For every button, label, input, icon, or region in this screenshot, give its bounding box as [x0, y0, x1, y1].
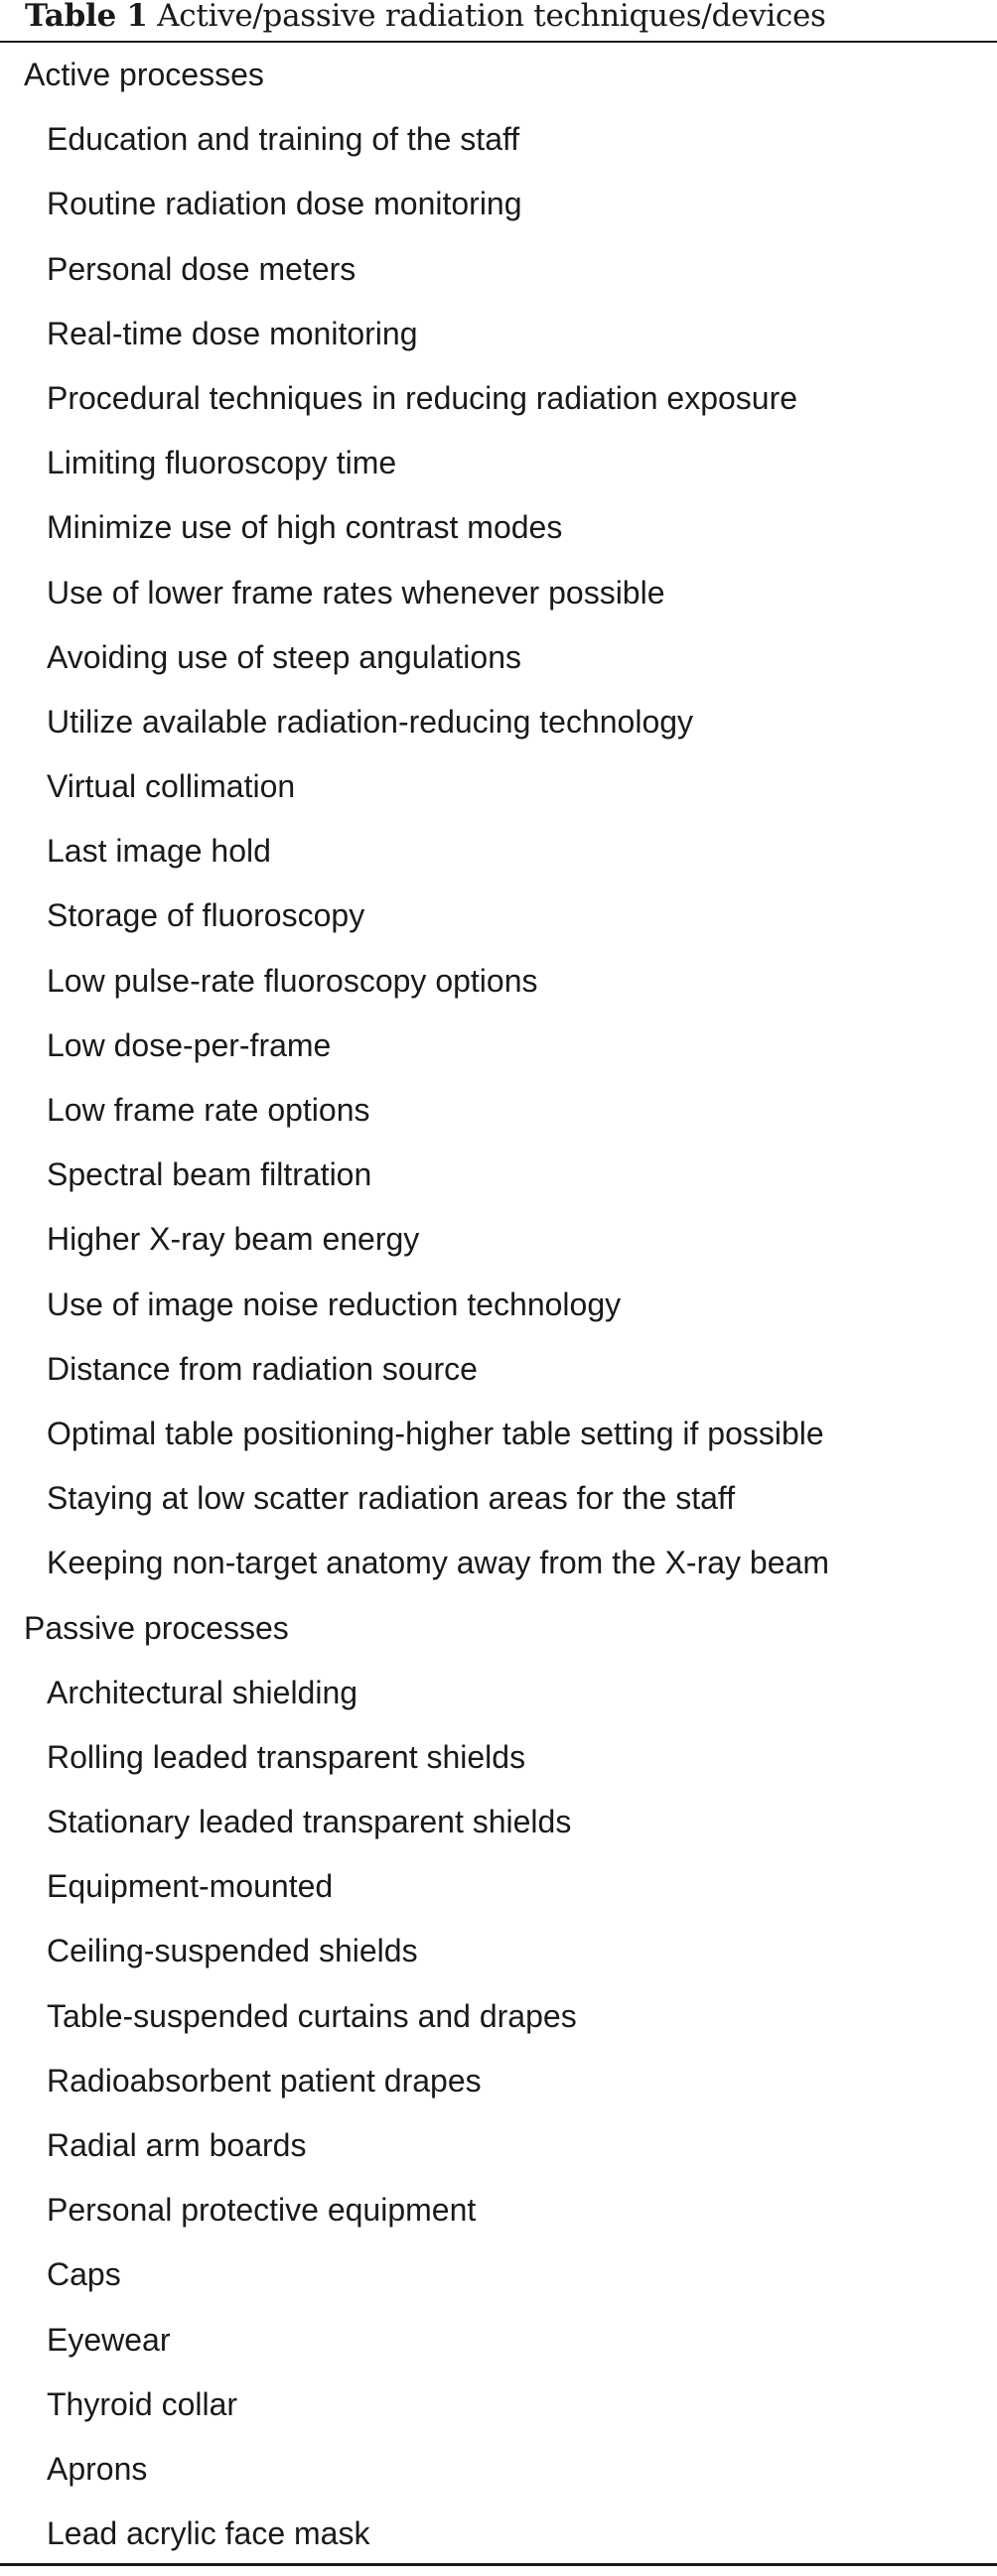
table-row: Radial arm boards: [47, 2127, 307, 2163]
table-row: Storage of fluoroscopy: [47, 897, 365, 934]
section-heading: Active processes: [24, 57, 264, 92]
table-label: Table 1: [25, 0, 148, 34]
table-row: Higher X-ray beam energy: [47, 1221, 420, 1258]
table-row: Stationary leaded transparent shields: [47, 1804, 572, 1840]
table-row: Aprons: [47, 2450, 148, 2487]
table-row: Procedural techniques in reducing radiation exposure: [47, 379, 798, 416]
table-title: Active/passive radiation techniques/devices: [157, 0, 826, 34]
table-row: Spectral beam filtration: [47, 1156, 372, 1193]
table-row: Virtual collimation: [47, 768, 296, 805]
table-row: Table-suspended curtains and drapes: [47, 1997, 577, 2034]
table-row: Low frame rate options: [47, 1092, 370, 1128]
table-row: Education and training of the staff: [47, 121, 520, 158]
table-row: Architectural shielding: [47, 1674, 358, 1710]
table-row: Avoiding use of steep angulations: [47, 638, 521, 675]
table-row: Eyewear: [47, 2321, 171, 2358]
table-row: Personal dose meters: [47, 250, 356, 287]
table-row: Rolling leaded transparent shields: [47, 1738, 526, 1775]
table-row: Use of image noise reduction technology: [47, 1286, 622, 1322]
table-row: Minimize use of high contrast modes: [47, 509, 563, 546]
table-row: Ceiling-suspended shields: [47, 1933, 418, 1969]
bottom-rule: [0, 2563, 997, 2566]
table-body: [0, 43, 997, 2576]
table-row: Real-time dose monitoring: [47, 315, 418, 351]
table-row: Utilize available radiation-reducing technology: [47, 703, 694, 740]
table-row: Use of lower frame rates whenever possible: [47, 574, 665, 610]
section-heading: Passive processes: [24, 1609, 289, 1646]
table-row: Lead acrylic face mask: [47, 2515, 370, 2552]
table-row: Staying at low scatter radiation areas for the staff: [47, 1480, 736, 1517]
table-row: Caps: [47, 2256, 121, 2293]
table-row: Thyroid collar: [47, 2385, 238, 2422]
table-row: Limiting fluoroscopy time: [47, 445, 397, 481]
table-row: Low dose-per-frame: [47, 1026, 332, 1063]
table-row: Routine radiation dose monitoring: [47, 186, 522, 222]
table-row: Last image hold: [47, 833, 271, 870]
table-row: Equipment-mounted: [47, 1868, 334, 1905]
table-row: Personal protective equipment: [47, 2192, 477, 2229]
table-row: Optimal table positioning-higher table setting if possible: [47, 1415, 824, 1451]
table-row: Distance from radiation source: [47, 1350, 478, 1387]
table-caption: [0, 0, 997, 41]
table-row: Keeping non-target anatomy away from the X-ray beam: [47, 1545, 829, 1581]
table-row: Low pulse-rate fluoroscopy options: [47, 962, 538, 999]
table-row: Radioabsorbent patient drapes: [47, 2062, 482, 2099]
